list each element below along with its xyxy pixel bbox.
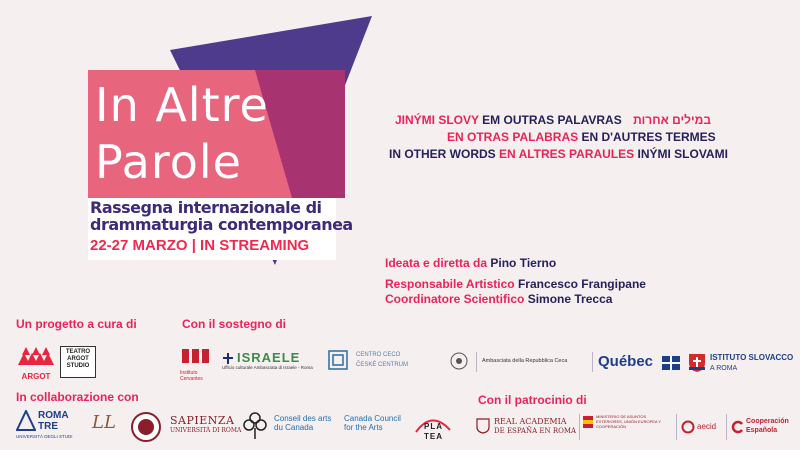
seal-icon bbox=[130, 411, 162, 443]
du-canada-label: du Canada bbox=[274, 423, 314, 432]
instituto-cervantes-logo bbox=[180, 347, 218, 382]
aecid-label: aecid bbox=[697, 422, 717, 431]
quebec-label: Québec bbox=[598, 353, 654, 370]
credit-label: Coordinatore Scientifico bbox=[385, 292, 525, 306]
sapienza-logo bbox=[170, 414, 242, 444]
lang-english: IN OTHER WORDS bbox=[389, 147, 496, 161]
a-roma-label: A ROMA bbox=[710, 365, 738, 372]
teatro-argot-logo bbox=[60, 346, 96, 378]
lang-spanish: EN OTRAS PALABRAS bbox=[447, 130, 579, 144]
languages-line-1 bbox=[395, 113, 711, 127]
ambasciata-ceca-label: Ambasciata della Repubblica Ceca bbox=[482, 358, 568, 364]
roma-tre-logo bbox=[16, 410, 78, 444]
istituto-slovacco-logo bbox=[688, 351, 793, 377]
sapienza-sublabel: UNIVERSITÀ DI ROMA bbox=[170, 427, 242, 434]
event-dates: 22-27 MARZO | IN STREAMING bbox=[90, 237, 310, 254]
canada-council-label: Canada Council bbox=[344, 414, 401, 423]
credit-name: Simone Trecca bbox=[527, 292, 613, 306]
platea-logo bbox=[410, 410, 458, 444]
section-patrocinio: Con il patrocinio di bbox=[478, 393, 587, 407]
cervantes-label: Instituto Cervantes bbox=[180, 370, 203, 382]
cooperacion-label: Cooperación bbox=[746, 418, 789, 425]
ceske-centrum-label: ČESKÉ CENTRUM bbox=[356, 362, 409, 368]
espanola-label: Española bbox=[746, 427, 778, 434]
ministerio-label: MINISTERIO DE ASUNTOS EXTERIORES, UNIÓN EUROPEA Y COOPERACIÓN bbox=[596, 414, 661, 429]
platea-label: PLA bbox=[424, 422, 443, 431]
argot-label: ARGOT bbox=[21, 372, 51, 381]
section-sostegno: Con il sostegno di bbox=[182, 317, 286, 331]
languages-line-3 bbox=[389, 147, 728, 161]
argot-logo bbox=[16, 345, 56, 381]
title-line-1: In Altre bbox=[95, 78, 269, 132]
israele-label: ISRAELE bbox=[237, 350, 301, 365]
real-academia-logo bbox=[476, 416, 576, 444]
lang-slovak: INÝMI SLOVAMI bbox=[637, 147, 728, 161]
lang-czech: JINÝMI SLOVY bbox=[395, 113, 479, 127]
centro-ceco-logo bbox=[328, 350, 443, 374]
slovak-shield-icon bbox=[688, 353, 706, 373]
teatro-argot-label: TEATRO ARGOT STUDIO bbox=[65, 349, 91, 370]
aecid-icon bbox=[681, 420, 695, 434]
argot-triangles-icon bbox=[16, 345, 56, 367]
title-line-2: Parole bbox=[95, 135, 242, 189]
languages-line-2 bbox=[447, 130, 716, 144]
czech-crest-icon bbox=[448, 350, 470, 372]
lang-french: EN D'AUTRES TERMES bbox=[581, 130, 716, 144]
conseil-des-arts-logo bbox=[274, 414, 340, 442]
roma-tre-icon bbox=[16, 410, 36, 432]
subtitle-line-1: Rassegna internazionale di bbox=[90, 198, 322, 217]
sapienza-label: SAPIENZA bbox=[170, 414, 235, 427]
canada-council-arts-logo bbox=[344, 414, 410, 442]
credit-name: Pino Tierno bbox=[490, 256, 557, 270]
lang-hebrew: במילים אחרות bbox=[633, 113, 712, 127]
quebec-flag-icon bbox=[662, 356, 680, 370]
subtitle-line-2: drammaturgia contemporanea bbox=[90, 215, 353, 234]
cooperacion-espanola-logo bbox=[726, 414, 796, 442]
roma-tre-sublabel: UNIVERSITÀ DEGLI STUDI bbox=[16, 434, 73, 439]
academia-crest-icon bbox=[476, 418, 490, 434]
quebec-logo bbox=[592, 352, 682, 374]
tree-icon bbox=[243, 410, 267, 440]
real-academia-label: REAL ACADEMIA bbox=[494, 417, 567, 426]
for-the-arts-label: for the Arts bbox=[344, 423, 383, 432]
centro-ceco-icon bbox=[328, 350, 348, 370]
conseil-label: Conseil des arts bbox=[274, 414, 332, 423]
cooperacion-icon bbox=[730, 420, 744, 434]
university-seal-logo bbox=[130, 411, 162, 443]
credit-coordinatore bbox=[385, 292, 612, 306]
aecid-logo bbox=[676, 414, 722, 440]
menorah-icon bbox=[222, 351, 234, 365]
israele-logo bbox=[222, 350, 322, 376]
section-progetto: Un progetto a cura di bbox=[16, 317, 137, 331]
credit-responsabile bbox=[385, 277, 646, 291]
credit-label: Responsabile Artistico bbox=[385, 277, 515, 291]
lls-logo bbox=[92, 412, 124, 442]
section-collaborazione: In collaborazione con bbox=[16, 390, 139, 404]
spain-crest-icon bbox=[583, 416, 593, 428]
ambasciata-ceca-logo bbox=[448, 350, 573, 374]
lang-catalan: EN ALTRES PARAULES bbox=[499, 147, 635, 161]
israele-sublabel: Ufficio culturale Ambasciata di Israele - Roma bbox=[222, 365, 313, 370]
real-academia-sublabel: DE ESPAÑA EN ROMA bbox=[494, 427, 577, 435]
centro-ceco-label: CENTRO CECO bbox=[356, 352, 401, 358]
credit-label: Ideata e diretta da bbox=[385, 256, 488, 270]
tre-label: TRE bbox=[38, 421, 58, 432]
platea-label-2: TEA bbox=[424, 432, 443, 441]
istituto-slovacco-label: ISTITUTO SLOVACCO bbox=[710, 353, 794, 362]
roma-label: ROMA bbox=[38, 410, 69, 421]
canada-council-icon-logo bbox=[243, 410, 271, 442]
credit-ideata bbox=[385, 256, 556, 270]
lls-label: LL bbox=[92, 412, 116, 433]
lang-portuguese: EM OUTRAS PALAVRAS bbox=[482, 113, 622, 127]
cervantes-icon bbox=[180, 347, 216, 365]
ministerio-logo bbox=[579, 412, 673, 442]
credit-name: Francesco Frangipane bbox=[517, 277, 646, 291]
